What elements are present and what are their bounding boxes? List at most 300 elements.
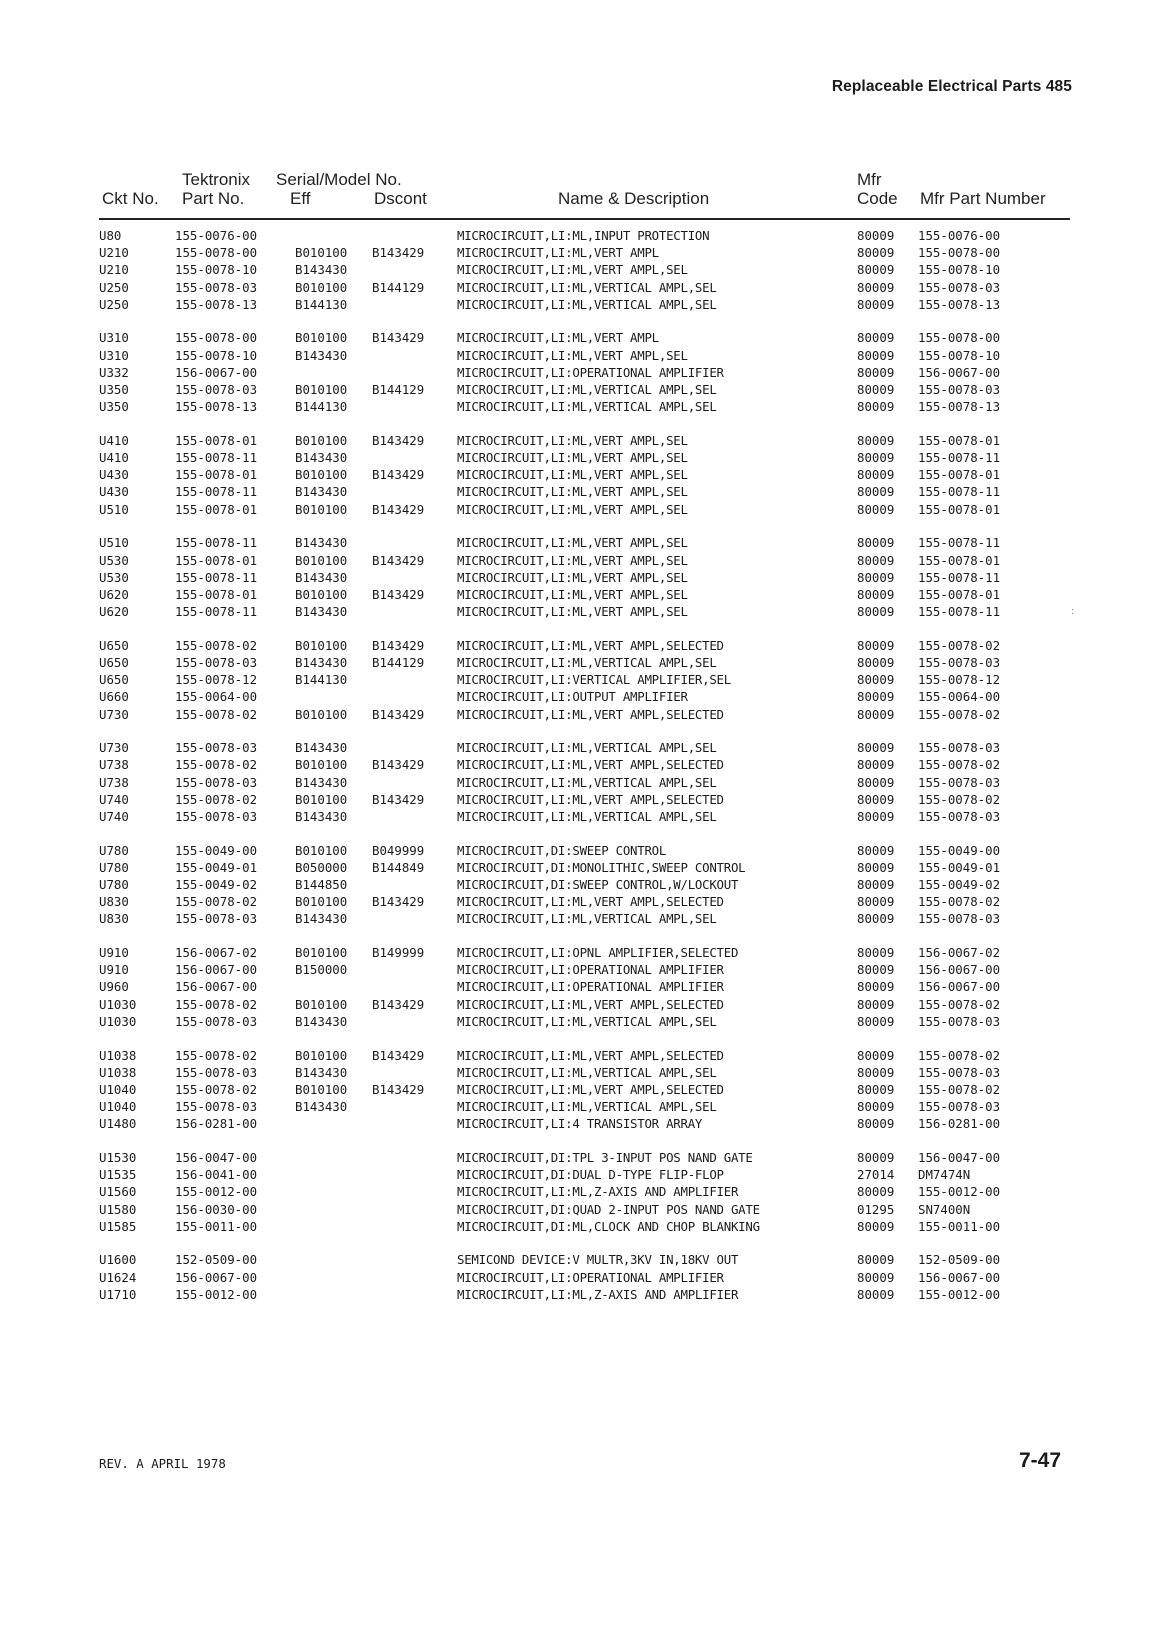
ckt-no: U530 <box>99 569 129 585</box>
mfr-part-number: 155-0078-03 <box>918 808 1001 824</box>
serial-eff: B010100 <box>295 637 348 653</box>
table-row <box>0 1098 1156 1115</box>
mfr-code: 80009 <box>857 364 895 380</box>
name-description: MICROCIRCUIT,LI:ML,VERT AMPL,SELECTED <box>457 1047 724 1063</box>
serial-eff: B143430 <box>295 484 348 500</box>
mfr-part-number: 155-0078-01 <box>918 586 1001 602</box>
tektronix-part-no: 155-0049-00 <box>175 842 258 858</box>
serial-dscont: B143429 <box>372 432 425 448</box>
serial-eff: B143430 <box>295 1099 348 1115</box>
mfr-part-number: 155-0078-11 <box>918 450 1001 466</box>
name-description: MICROCIRCUIT,LI:OPERATIONAL AMPLIFIER <box>457 1269 724 1285</box>
serial-eff: B010100 <box>295 382 348 397</box>
name-description: MICROCIRCUIT,DI:ML,CLOCK AND CHOP BLANKING <box>457 1218 760 1234</box>
table-row <box>0 552 1156 569</box>
mfr-part-number: 155-0078-00 <box>918 330 1001 346</box>
table-row <box>0 654 1156 671</box>
serial-eff: B143430 <box>295 654 348 670</box>
mfr-part-number: 155-0078-02 <box>918 996 1001 1012</box>
name-description: MICROCIRCUIT,LI:ML,VERT AMPL,SELECTED <box>457 1081 724 1097</box>
mfr-part-number: 155-0012-00 <box>918 1184 1001 1200</box>
row-group <box>0 1149 1156 1235</box>
col-header-part-no: Part No. <box>182 189 245 208</box>
mfr-part-number: 155-0078-02 <box>918 757 1001 773</box>
mfr-part-number: 156-0067-00 <box>918 1269 1001 1285</box>
tektronix-part-no: 156-0067-00 <box>175 962 258 978</box>
mfr-code: 80009 <box>857 330 895 346</box>
ckt-no: U1038 <box>99 1047 137 1063</box>
name-description: MICROCIRCUIT,LI:ML,VERTICAL AMPL,SEL <box>457 808 717 824</box>
tektronix-part-no: 156-0281-00 <box>175 1116 258 1132</box>
mfr-part-number: 155-0078-03 <box>918 654 1001 670</box>
name-description: MICROCIRCUIT,LI:ML,VERT AMPL,SEL <box>457 347 688 363</box>
name-description: MICROCIRCUIT,LI:ML,VERT AMPL,SEL <box>457 586 688 602</box>
serial-eff: B010100 <box>295 842 348 858</box>
mfr-code: 80009 <box>857 467 895 483</box>
name-description: MICROCIRCUIT,LI:ML,VERT AMPL,SEL <box>457 432 688 448</box>
mfr-code: 80009 <box>857 894 895 910</box>
ckt-no: U1580 <box>99 1201 137 1217</box>
serial-dscont: B144129 <box>372 654 425 670</box>
serial-eff: B144130 <box>295 399 348 415</box>
ckt-no: U1030 <box>99 996 137 1012</box>
mfr-code: 80009 <box>857 1269 895 1285</box>
mfr-code: 80009 <box>857 1149 895 1165</box>
tektronix-part-no: 155-0078-03 <box>175 911 258 927</box>
mfr-code: 80009 <box>857 1116 895 1132</box>
tektronix-part-no: 155-0078-01 <box>175 501 258 517</box>
mfr-part-number: 155-0078-03 <box>918 1013 1001 1029</box>
col-header-mfr-part-number: Mfr Part Number <box>920 189 1046 208</box>
table-row <box>0 671 1156 688</box>
mfr-code: 80009 <box>857 654 895 670</box>
mfr-code: 80009 <box>857 706 895 722</box>
name-description: MICROCIRCUIT,LI:ML,VERTICAL AMPL,SEL <box>457 1064 717 1080</box>
name-description: MICROCIRCUIT,LI:OPERATIONAL AMPLIFIER <box>457 364 724 380</box>
name-description: MICROCIRCUIT,LI:ML,VERTICAL AMPL,SEL <box>457 296 717 312</box>
serial-eff: B010100 <box>295 245 348 261</box>
revision-date: REV. A APRIL 1978 <box>99 1456 226 1471</box>
table-row <box>0 364 1156 381</box>
ckt-no: U1040 <box>99 1099 137 1115</box>
parts-table <box>0 227 1156 1319</box>
ckt-no: U310 <box>99 347 129 363</box>
serial-dscont: B143429 <box>372 757 425 773</box>
name-description: MICROCIRCUIT,LI:OPNL AMPLIFIER,SELECTED <box>457 945 739 961</box>
col-header-serial-model: Serial/Model No. <box>276 170 402 189</box>
tektronix-part-no: 155-0078-00 <box>175 245 258 261</box>
mfr-part-number: 155-0078-02 <box>918 894 1001 910</box>
mfr-code: 80009 <box>857 791 895 807</box>
serial-dscont: B049999 <box>372 842 425 858</box>
serial-dscont: B144849 <box>372 859 425 875</box>
table-row <box>0 978 1156 995</box>
mfr-code: 80009 <box>857 911 895 927</box>
name-description: MICROCIRCUIT,LI:OPERATIONAL AMPLIFIER <box>457 979 724 995</box>
mfr-part-number: 152-0509-00 <box>918 1252 1001 1268</box>
name-description: MICROCIRCUIT,LI:ML,VERT AMPL,SEL <box>457 501 688 517</box>
ckt-no: U1624 <box>99 1269 137 1285</box>
table-row <box>0 261 1156 278</box>
mfr-code: 80009 <box>857 245 895 261</box>
name-description: MICROCIRCUIT,LI:ML,VERTICAL AMPL,SEL <box>457 1013 717 1029</box>
mfr-part-number: 155-0078-02 <box>918 1047 1001 1063</box>
ckt-no: U210 <box>99 262 129 278</box>
name-description: MICROCIRCUIT,LI:4 TRANSISTOR ARRAY <box>457 1116 703 1132</box>
table-row <box>0 893 1156 910</box>
mfr-code: 27014 <box>857 1167 895 1183</box>
mfr-code: 80009 <box>857 1047 895 1063</box>
name-description: MICROCIRCUIT,LI:ML,VERT AMPL,SELECTED <box>457 706 724 722</box>
mfr-code: 01295 <box>857 1201 895 1217</box>
tektronix-part-no: 155-0078-12 <box>175 672 258 688</box>
tektronix-part-no: 155-0011-00 <box>175 1218 258 1234</box>
serial-dscont: B144129 <box>372 382 425 397</box>
ckt-no: U1530 <box>99 1149 137 1165</box>
mfr-part-number: 155-0078-03 <box>918 911 1001 927</box>
name-description: MICROCIRCUIT,DI:DUAL D-TYPE FLIP-FLOP <box>457 1167 724 1183</box>
mfr-part-number: 156-0067-00 <box>918 364 1001 380</box>
ckt-no: U730 <box>99 740 129 756</box>
name-description: MICROCIRCUIT,LI:OUTPUT AMPLIFIER <box>457 689 688 705</box>
mfr-code: 80009 <box>857 1184 895 1200</box>
serial-dscont: B143429 <box>372 586 425 602</box>
ckt-no: U1480 <box>99 1116 137 1132</box>
mfr-code: 80009 <box>857 228 895 243</box>
header-rule <box>99 218 1070 220</box>
table-row <box>0 586 1156 603</box>
name-description: MICROCIRCUIT,DI:SWEEP CONTROL <box>457 842 667 858</box>
margin-mark: : <box>1071 606 1075 617</box>
tektronix-part-no: 155-0078-02 <box>175 791 258 807</box>
mfr-code: 80009 <box>857 672 895 688</box>
mfr-code: 80009 <box>857 432 895 448</box>
tektronix-part-no: 156-0047-00 <box>175 1149 258 1165</box>
name-description: MICROCIRCUIT,LI:ML,VERTICAL AMPL,SEL <box>457 279 717 295</box>
mfr-part-number: 155-0078-03 <box>918 740 1001 756</box>
serial-eff: B010100 <box>295 996 348 1012</box>
col-header-tektronix: Tektronix <box>182 170 251 189</box>
table-row <box>0 944 1156 961</box>
row-group <box>0 944 1156 1030</box>
ckt-no: U830 <box>99 911 129 927</box>
serial-eff: B143430 <box>295 569 348 585</box>
page-number: 7-47 <box>1018 1449 1061 1472</box>
tektronix-part-no: 155-0078-03 <box>175 1064 258 1080</box>
table-row <box>0 483 1156 500</box>
mfr-code: 80009 <box>857 1064 895 1080</box>
mfr-part-number: DM7474N <box>918 1167 971 1183</box>
mfr-code: 80009 <box>857 450 895 466</box>
tektronix-part-no: 156-0067-00 <box>175 1269 258 1285</box>
name-description: MICROCIRCUIT,LI:ML,Z-AXIS AND AMPLIFIER <box>457 1184 739 1200</box>
tektronix-part-no: 156-0030-00 <box>175 1201 258 1217</box>
mfr-code: 80009 <box>857 689 895 705</box>
table-row <box>0 1013 1156 1030</box>
mfr-code: 80009 <box>857 842 895 858</box>
ckt-no: U350 <box>99 382 129 397</box>
ckt-no: U740 <box>99 808 129 824</box>
table-row <box>0 329 1156 346</box>
ckt-no: U650 <box>99 637 129 653</box>
tektronix-part-no: 155-0078-11 <box>175 535 258 551</box>
name-description: MICROCIRCUIT,LI:ML,VERT AMPL,SELECTED <box>457 637 724 653</box>
mfr-part-number: 155-0078-03 <box>918 774 1001 790</box>
table-row <box>0 1115 1156 1132</box>
col-header-dscont: Dscont <box>374 189 427 208</box>
table-row <box>0 296 1156 313</box>
tektronix-part-no: 156-0067-02 <box>175 945 258 961</box>
serial-eff: B010100 <box>295 279 348 295</box>
serial-dscont: B149999 <box>372 945 425 961</box>
ckt-no: U530 <box>99 552 129 568</box>
ckt-no: U780 <box>99 842 129 858</box>
mfr-code: 80009 <box>857 1286 895 1302</box>
mfr-part-number: 155-0078-11 <box>918 569 1001 585</box>
mfr-code: 80009 <box>857 347 895 363</box>
serial-eff: B143430 <box>295 535 348 551</box>
ckt-no: U1040 <box>99 1081 137 1097</box>
name-description: MICROCIRCUIT,LI:ML,VERT AMPL,SEL <box>457 552 688 568</box>
name-description: MICROCIRCUIT,LI:ML,VERT AMPL,SELECTED <box>457 996 724 1012</box>
serial-eff: B010100 <box>295 501 348 517</box>
serial-dscont: B143429 <box>372 552 425 568</box>
mfr-code: 80009 <box>857 501 895 517</box>
mfr-code: 80009 <box>857 774 895 790</box>
mfr-code: 80009 <box>857 586 895 602</box>
mfr-part-number: 155-0078-13 <box>918 399 1001 415</box>
serial-eff: B010100 <box>295 1047 348 1063</box>
mfr-part-number: 155-0049-01 <box>918 859 1001 875</box>
table-row <box>0 432 1156 449</box>
table-row <box>0 910 1156 927</box>
mfr-code: 80009 <box>857 1099 895 1115</box>
table-row <box>0 466 1156 483</box>
mfr-part-number: 155-0049-02 <box>918 877 1001 892</box>
table-row <box>0 756 1156 773</box>
name-description: MICROCIRCUIT,LI:OPERATIONAL AMPLIFIER <box>457 962 724 978</box>
name-description: MICROCIRCUIT,DI:QUAD 2-INPUT POS NAND GATE <box>457 1201 760 1217</box>
mfr-part-number: 155-0078-10 <box>918 262 1001 278</box>
table-row <box>0 1064 1156 1081</box>
serial-dscont: B143429 <box>372 501 425 517</box>
ckt-no: U1710 <box>99 1286 137 1302</box>
row-group <box>0 1251 1156 1303</box>
serial-eff: B010100 <box>295 432 348 448</box>
serial-eff: B050000 <box>295 859 348 875</box>
ckt-no: U310 <box>99 330 129 346</box>
tektronix-part-no: 156-0041-00 <box>175 1167 258 1183</box>
tektronix-part-no: 155-0078-13 <box>175 399 258 415</box>
table-row <box>0 791 1156 808</box>
mfr-part-number: 155-0011-00 <box>918 1218 1001 1234</box>
tektronix-part-no: 155-0078-10 <box>175 347 258 363</box>
ckt-no: U650 <box>99 672 129 688</box>
tektronix-part-no: 155-0078-02 <box>175 706 258 722</box>
mfr-code: 80009 <box>857 535 895 551</box>
tektronix-part-no: 155-0078-03 <box>175 740 258 756</box>
serial-dscont: B143429 <box>372 706 425 722</box>
ckt-no: U1535 <box>99 1167 137 1183</box>
name-description: MICROCIRCUIT,LI:ML,VERTICAL AMPL,SEL <box>457 911 717 927</box>
name-description: MICROCIRCUIT,LI:ML,VERT AMPL,SEL <box>457 450 688 466</box>
name-description: MICROCIRCUIT,DI:TPL 3-INPUT POS NAND GATE <box>457 1149 753 1165</box>
tektronix-part-no: 155-0078-01 <box>175 467 258 483</box>
ckt-no: U620 <box>99 604 129 620</box>
name-description: MICROCIRCUIT,LI:ML,VERT AMPL,SEL <box>457 484 688 500</box>
mfr-code: 80009 <box>857 1081 895 1097</box>
serial-eff: B010100 <box>295 552 348 568</box>
ckt-no: U1600 <box>99 1252 137 1268</box>
serial-eff: B143430 <box>295 450 348 466</box>
mfr-code: 80009 <box>857 859 895 875</box>
tektronix-part-no: 155-0078-03 <box>175 774 258 790</box>
table-row <box>0 876 1156 893</box>
col-header-mfr-code: Code <box>857 189 898 208</box>
table-row <box>0 1166 1156 1183</box>
mfr-part-number: 155-0078-02 <box>918 791 1001 807</box>
mfr-code: 80009 <box>857 979 895 995</box>
table-row <box>0 1286 1156 1303</box>
serial-eff: B010100 <box>295 791 348 807</box>
table-row <box>0 244 1156 261</box>
ckt-no: U430 <box>99 484 129 500</box>
mfr-part-number: 155-0078-01 <box>918 552 1001 568</box>
mfr-part-number: 155-0078-02 <box>918 637 1001 653</box>
table-row <box>0 1251 1156 1268</box>
ckt-no: U960 <box>99 979 129 995</box>
serial-eff: B143430 <box>295 347 348 363</box>
mfr-part-number: 155-0078-01 <box>918 432 1001 448</box>
ckt-no: U410 <box>99 450 129 466</box>
serial-eff: B143430 <box>295 911 348 927</box>
tektronix-part-no: 155-0078-02 <box>175 1047 258 1063</box>
mfr-part-number: 156-0067-00 <box>918 979 1001 995</box>
serial-eff: B143430 <box>295 774 348 790</box>
name-description: SEMICOND DEVICE:V MULTR,3KV IN,18KV OUT <box>457 1252 739 1268</box>
mfr-code: 80009 <box>857 1013 895 1029</box>
ckt-no: U620 <box>99 586 129 602</box>
ckt-no: U430 <box>99 467 129 483</box>
ckt-no: U660 <box>99 689 129 705</box>
name-description: MICROCIRCUIT,DI:SWEEP CONTROL,W/LOCKOUT <box>457 877 739 892</box>
table-row <box>0 279 1156 296</box>
mfr-part-number: 155-0078-11 <box>918 604 1001 620</box>
name-description: MICROCIRCUIT,LI:ML,VERTICAL AMPL,SEL <box>457 399 717 415</box>
name-description: MICROCIRCUIT,LI:ML,VERT AMPL <box>457 245 659 261</box>
name-description: MICROCIRCUIT,LI:VERTICAL AMPLIFIER,SEL <box>457 672 731 688</box>
name-description: MICROCIRCUIT,LI:ML,VERT AMPL,SEL <box>457 262 688 278</box>
tektronix-part-no: 155-0078-10 <box>175 262 258 278</box>
tektronix-part-no: 155-0078-01 <box>175 586 258 602</box>
tektronix-part-no: 155-0012-00 <box>175 1286 258 1302</box>
table-row <box>0 534 1156 551</box>
row-group <box>0 534 1156 620</box>
name-description: MICROCIRCUIT,LI:ML,VERT AMPL,SEL <box>457 604 688 620</box>
ckt-no: U1560 <box>99 1184 137 1200</box>
ckt-no: U738 <box>99 774 129 790</box>
table-row <box>0 347 1156 364</box>
ckt-no: U510 <box>99 501 129 517</box>
mfr-part-number: 155-0049-00 <box>918 842 1001 858</box>
mfr-part-number: 156-0067-00 <box>918 962 1001 978</box>
tektronix-part-no: 155-0049-02 <box>175 877 258 892</box>
serial-eff: B010100 <box>295 894 348 910</box>
serial-eff: B143430 <box>295 1064 348 1080</box>
row-group <box>0 842 1156 928</box>
mfr-part-number: 155-0078-00 <box>918 245 1001 261</box>
mfr-part-number: 155-0078-10 <box>918 347 1001 363</box>
ckt-no: U80 <box>99 228 122 243</box>
serial-dscont: B143429 <box>372 1047 425 1063</box>
table-row <box>0 1047 1156 1064</box>
mfr-part-number: 155-0076-00 <box>918 228 1001 243</box>
serial-eff: B144850 <box>295 877 348 892</box>
row-group <box>0 739 1156 825</box>
row-group <box>0 432 1156 518</box>
mfr-code: 80009 <box>857 945 895 961</box>
table-row <box>0 227 1156 244</box>
mfr-part-number: 156-0067-02 <box>918 945 1001 961</box>
mfr-code: 80009 <box>857 552 895 568</box>
serial-dscont: B143429 <box>372 996 425 1012</box>
serial-dscont: B143429 <box>372 1081 425 1097</box>
name-description: MICROCIRCUIT,LI:ML,VERTICAL AMPL,SEL <box>457 774 717 790</box>
mfr-part-number: 155-0078-03 <box>918 1064 1001 1080</box>
mfr-code: 80009 <box>857 996 895 1012</box>
serial-dscont: B143429 <box>372 894 425 910</box>
mfr-code: 80009 <box>857 484 895 500</box>
mfr-code: 80009 <box>857 1218 895 1234</box>
serial-dscont: B144129 <box>372 279 425 295</box>
running-title: Replaceable Electrical Parts 485 <box>831 78 1072 95</box>
mfr-code: 80009 <box>857 637 895 653</box>
table-row <box>0 1201 1156 1218</box>
tektronix-part-no: 155-0078-02 <box>175 894 258 910</box>
tektronix-part-no: 155-0078-03 <box>175 382 258 397</box>
tektronix-part-no: 155-0078-02 <box>175 637 258 653</box>
mfr-code: 80009 <box>857 877 895 892</box>
mfr-code: 80009 <box>857 740 895 756</box>
tektronix-part-no: 152-0509-00 <box>175 1252 258 1268</box>
table-row <box>0 996 1156 1013</box>
serial-eff: B010100 <box>295 706 348 722</box>
row-group <box>0 227 1156 313</box>
serial-dscont: B143429 <box>372 637 425 653</box>
ckt-no: U250 <box>99 279 129 295</box>
name-description: MICROCIRCUIT,LI:ML,VERTICAL AMPL,SEL <box>457 382 717 397</box>
serial-eff: B143430 <box>295 1013 348 1029</box>
tektronix-part-no: 155-0012-00 <box>175 1184 258 1200</box>
tektronix-part-no: 155-0078-03 <box>175 654 258 670</box>
ckt-no: U740 <box>99 791 129 807</box>
tektronix-part-no: 155-0064-00 <box>175 689 258 705</box>
serial-eff: B010100 <box>295 586 348 602</box>
tektronix-part-no: 155-0078-11 <box>175 450 258 466</box>
serial-dscont: B143429 <box>372 791 425 807</box>
tektronix-part-no: 155-0078-03 <box>175 1013 258 1029</box>
serial-eff: B010100 <box>295 467 348 483</box>
serial-eff: B010100 <box>295 757 348 773</box>
tektronix-part-no: 155-0078-13 <box>175 296 258 312</box>
table-row <box>0 706 1156 723</box>
table-row <box>0 1149 1156 1166</box>
tektronix-part-no: 155-0076-00 <box>175 228 258 243</box>
name-description: MICROCIRCUIT,LI:ML,VERT AMPL,SEL <box>457 569 688 585</box>
mfr-code: 80009 <box>857 604 895 620</box>
ckt-no: U738 <box>99 757 129 773</box>
row-group <box>0 329 1156 415</box>
